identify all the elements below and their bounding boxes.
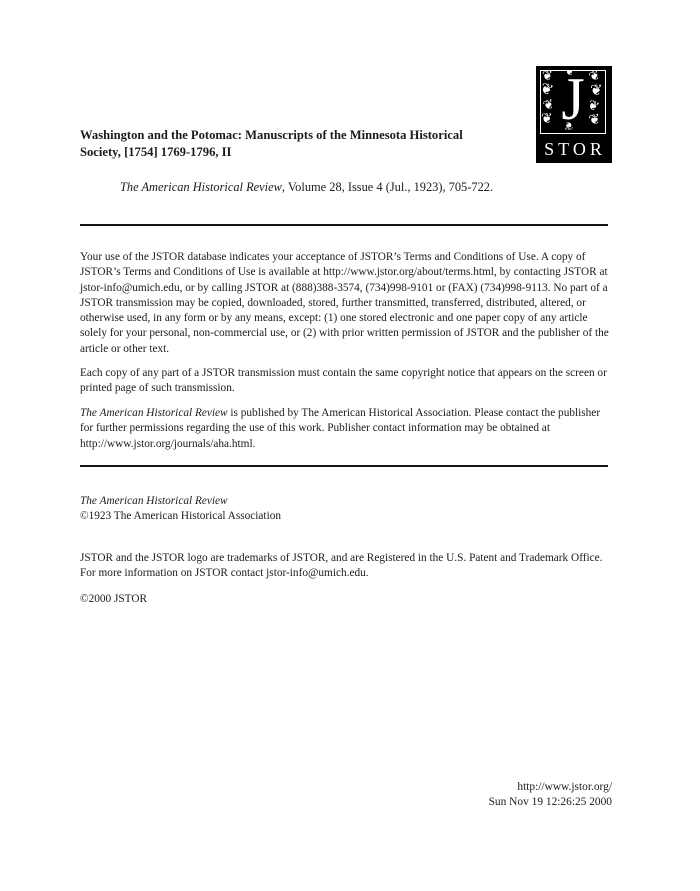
journal-citation — [120, 180, 493, 195]
jstor-logo-ornament — [540, 70, 606, 134]
article-title — [80, 127, 550, 161]
footer-timestamp: Sun Nov 19 12:26:25 2000 — [488, 796, 612, 808]
trademark-paragraph: JSTOR and the JSTOR logo are trademarks of JSTOR, and are Registered in the U.S. Patent and Trademark Office. For more information on JSTOR contact jstor-info@umich.edu. — [80, 552, 603, 580]
article-title-line-2: Society, [1754] 1769-1796, II — [80, 145, 232, 159]
divider-rule-top — [80, 224, 608, 226]
publisher-paragraph — [80, 406, 612, 452]
journal-name-italic: The American Historical Review — [80, 407, 228, 419]
footer-url: http://www.jstor.org/ — [517, 781, 612, 793]
publication-block — [80, 494, 612, 525]
jstor-logo-wordmark: STOR — [544, 139, 606, 159]
publisher-paragraph-text: is published by The American Historical Association. Please contact the publisher for further permissions regarding the use of this work. Publisher contact information may be obtained at http://www.jstor.org/journals/aha.html. — [80, 407, 601, 450]
divider-rule-bottom — [80, 465, 608, 467]
jstor-copyright-line: ©2000 JSTOR — [80, 593, 148, 605]
article-title-line-1: Washington and the Potomac: Manuscripts of the Minnesota Historical — [80, 128, 463, 142]
terms-acceptance-paragraph: Your use of the JSTOR database indicates your acceptance of JSTOR’s Terms and Conditions of Use. A copy of JSTOR’s Terms and Conditions of Use is available at http://www.jstor.org/about/terms.html, by contacting JSTOR at jstor-info@umich.edu, or by calling JSTOR at (888)388-3574, (734)998-9101 or (FAX) (734)998-9113. No part of a JSTOR transmission may be copied, downloaded, stored, further transmitted, transferred, distributed, altered, or otherwise used, in any form or by any means, except: (1) one stored electronic and one paper copy of any article solely for your personal, non-commercial use, or (2) with prior written permission of JSTOR and the publisher of the article or other text. — [80, 251, 609, 355]
jstor-logo-initial: J — [561, 70, 585, 132]
copyright-notice-paragraph: Each copy of any part of a JSTOR transmission must contain the same copyright notice that appears on the screen or printed page of such transmission. — [80, 367, 607, 395]
journal-name-italic: The American Historical Review — [120, 180, 282, 194]
journal-name-line: The American Historical Review — [80, 495, 228, 507]
retrieval-footer — [489, 780, 612, 810]
journal-copyright-line: ©1923 The American Historical Association — [80, 510, 282, 523]
citation-details: , Volume 28, Issue 4 (Jul., 1923), 705-722. — [281, 180, 494, 194]
